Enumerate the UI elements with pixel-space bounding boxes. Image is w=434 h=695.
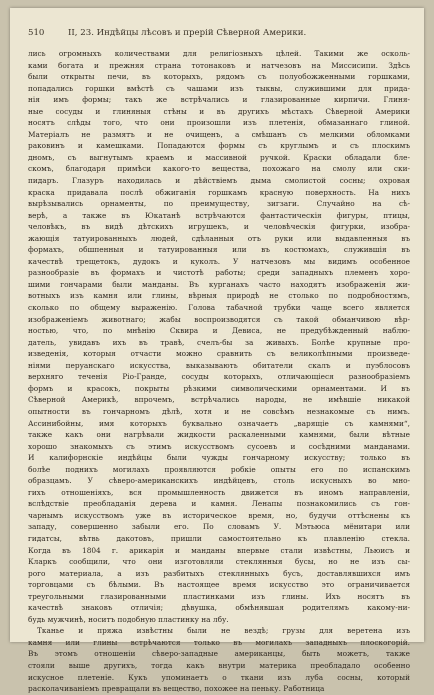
text-line: качествѣ знаковъ отличія; дѣвушка, обмѣнявшая родителямъ какому-ни-: [28, 603, 410, 613]
text-line: верхняго теченія Ріо-Гранде, сосуды которыхъ, отличающіеся разнообразіемъ: [28, 372, 410, 382]
text-line: будь мужчинѣ, носитъ подобную пластинку на лбу.: [28, 614, 229, 624]
text-line: И калифорнскіе индѣйцы были чужды гончарному искусству; только въ: [28, 453, 410, 463]
text-line: гихъ отношеніяхъ, вся промышленность движется въ иномъ направленіи,: [28, 487, 410, 497]
text-line: вырѣзывались орнаменты, по преимуществу, зигзаги. Случайно на сѣ-: [28, 199, 410, 209]
text-line: образцамъ. У сѣверо-американскихъ индѣйцевъ, столь искусныхъ во мно-: [28, 476, 410, 486]
text-line: человѣкъ, въ видѣ дѣтскихъ игрушекъ, и человѣческія фигурки, изобра-: [28, 222, 410, 232]
text-line: хорошо знакомыхъ съ этимъ искусствомъ сусоевъ и сосѣдними манданами.: [28, 441, 410, 451]
text-line: изображеніемъ животнаго; жабы воспроизводятся съ такой обманчивою вѣр-: [28, 314, 410, 324]
book-page: [10, 8, 424, 694]
text-line: датель, увидавъ ихъ въ травѣ, счелъ-бы за живыхъ. Болѣе крупные про-: [28, 337, 410, 347]
text-line: Тканье и пряжа извѣстны были не вездѣ; грузы для веретена изъ: [37, 626, 410, 636]
text-line: также какъ они нагрѣвали жидкости раскаленными камнями, были вѣтные: [28, 430, 410, 440]
text-line: шими гончарами были манданы. Въ курганахъ часто находятъ изображенія жи-: [28, 279, 410, 289]
text-line: краска придавала послѣ обжиганія горшкамъ красную поверхность. На нихъ: [28, 187, 410, 197]
text-line: стояли выше другихъ, тогда какъ внутри материка преобладало особенно: [28, 660, 410, 670]
text-line: рого материала, а изъ разбитыхъ стеклянныхъ бусъ, доставлявшихся имъ: [28, 568, 410, 578]
text-line: изведенія, которыя отчасти можно сравнить съ великолѣпными произведе-: [28, 349, 410, 359]
text-line: формахъ, обшпенныя и татуированныя или въ костюмахъ, служившія въ: [28, 245, 410, 255]
text-line: гидатсы, вѣтвь дакотовъ, пришли самостоятельно къ плавленію стекла.: [28, 533, 410, 543]
text-line: болѣе поднихъ могилахъ проявляются робкіе опыты его по испанскимъ: [28, 464, 410, 474]
text-line: ками богата и прежняя страна тотонаковъ и натчезовъ на Миссисипи. Здѣсь: [28, 60, 410, 70]
text-line: искусное плетеніе. Кукъ упоминаетъ о ткани изъ луба сосны, который: [28, 672, 410, 682]
text-line: треугольными глазированными пластинками изъ глины. Ихъ носятъ въ: [28, 591, 410, 601]
page-number: 510: [28, 28, 45, 38]
text-line: формъ и красокъ, покрыты рѣзкими символическими орнаментами. И въ: [28, 383, 410, 393]
text-line: лись огромныхъ количествами для религіозныхъ цѣлей. Такими же осколь-: [28, 49, 410, 58]
text-line: качествѣ трещетокъ, дудокъ и куколъ. У натчезовъ мы видимъ особенное: [28, 256, 410, 266]
text-line: ностью, что, по мнѣнію Сквира и Девиса, не предубѣжденный наблю-: [28, 326, 410, 336]
text-line: Кларкъ сообщили, что они изготовляли стеклянныя бусы, но не изъ сы-: [28, 557, 410, 567]
text-line: сколько по общему выраженію. Голова табачной трубки чаще всего является: [28, 303, 410, 313]
text-line: разнообразіе въ формахъ и чистотѣ работы; среди западныхъ племенъ хоро-: [28, 268, 410, 278]
text-line: попадались горшки вмѣстѣ съ чашами изъ тыквы, служившими для прида-: [28, 83, 410, 93]
text-line: дномъ, съ выгнутымъ краемъ и массивной ручкой. Краски обладали бле-: [28, 152, 410, 162]
text-line: скомъ, благодаря примѣси какого-то вещества, похожаго на смолу или ски-: [28, 164, 410, 174]
page-header: [26, 28, 408, 42]
text-line: опытности въ гончарномъ дѣлѣ, хотя и не совсѣмъ незнакомые съ нимъ.: [28, 406, 410, 416]
text-line: вотныхъ изъ камня или глины, вѣрныя природѣ не столько по подробностямъ,: [28, 291, 410, 301]
body-text: [28, 48, 410, 695]
text-line: торговцами съ бѣлыми. Въ настоящее время искусство это ограничивается: [28, 580, 410, 590]
running-head: II, 23. Индѣйцы лѣсовъ и прерій Сѣверной Америки.: [68, 28, 307, 38]
text-line: верѣ, а также въ Юкатанѣ встрѣчаются фантастическія фигуры, птицы,: [28, 210, 410, 220]
text-line: Когда въ 1804 г. арикарія и манданы впервые стали извѣстны, Льюисъ и: [28, 545, 410, 555]
text-line: чарнымъ искусствомъ уже въ историческое время, но, будучи оттѣснены къ: [28, 510, 410, 520]
text-line: ные сосуды и глиняныя стѣны и въ другихъ мѣстахъ Сѣверной Америки: [28, 106, 410, 116]
text-line: ніями перуанскаго искусства, выказывають обитатели скалъ и пуэблосовъ: [28, 360, 410, 370]
text-line: Ассинибойны, имя которыхъ буквально означаетъ „варящіе съ камнями“,: [28, 418, 410, 428]
text-line: носятъ слѣды того, что они произошли изъ плетенія, обмазаннаго глиной.: [28, 118, 410, 128]
text-line: были открыты печи, въ которыхъ, рядомъ съ полуобожженными горшками,: [28, 72, 410, 82]
text-line: западу, совершенно забыли его. По словамъ У. Мэтьюса мёнитари или: [28, 522, 410, 532]
text-line: камня или глины встрѣчаются только въ могилахъ западныхъ плоскогорій.: [28, 637, 410, 647]
text-line: Матеріалъ не размятъ и не очищенъ, а смѣшанъ съ мелкими обломками: [28, 129, 410, 139]
text-line: расколачиваніемъ превращали въ вещество, похожее на пеньку. Работница: [28, 684, 325, 694]
text-line: Въ этомъ отношеніи сѣверо-западные американцы, быть можетъ, также: [28, 649, 410, 659]
text-line: раковинъ и камешками. Попадаются формы съ круглымъ и съ плоскимъ: [28, 141, 410, 151]
text-line: нія имъ формы; такъ же встрѣчались и глазированные кирпичи. Глиня-: [28, 95, 410, 105]
text-line: жающія татуированныхъ людей, сдѣланныя отъ руки или выдавленныя въ: [28, 233, 410, 243]
text-line: пидаръ. Глазуръ находилась и дѣйствіемъ дыма смолистой сосны; охровая: [28, 176, 410, 186]
text-line: вслѣдствіе преобладанія дерева и камня. Ленапы познакомились съ гон-: [28, 499, 410, 509]
text-line: Сѣверной Америкѣ, впрочемъ, встрѣчались народы, не имѣвшіе никакой: [28, 395, 410, 405]
